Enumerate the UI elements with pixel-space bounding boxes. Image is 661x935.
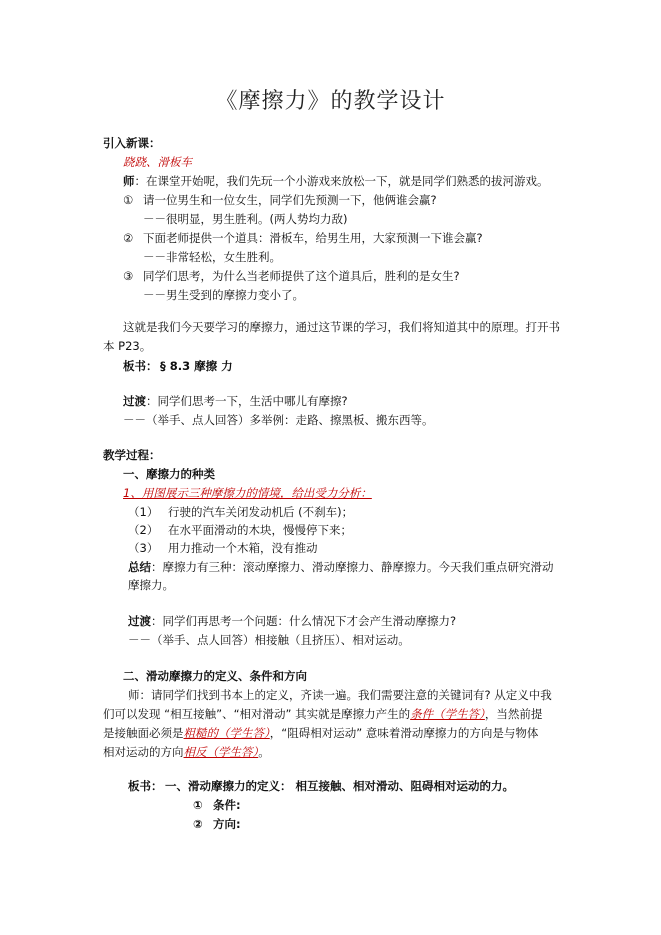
section1-item-3-num: （3） [128, 541, 159, 555]
section1-title: 一、摩擦力的种类 [123, 467, 215, 481]
intro-item-2-text: 下面老师提供一个道具：滑板车，给男生用，大家预测一下谁会赢? [143, 231, 483, 245]
section2-conditions-label: 条件: [213, 798, 241, 812]
section1-transition-text: ：同学们再思考一个问题：什么情况下才会产生滑动摩擦力? [151, 614, 457, 628]
section1-summary [128, 559, 554, 575]
intro-transition-text: ：同学们思考一下，生活中哪儿有摩擦? [146, 394, 348, 408]
game-name: 跷跷、滑板车 [123, 155, 192, 169]
section1-transition-label: 过渡 [128, 614, 151, 628]
section1-item-1-num: （1） [128, 505, 159, 519]
intro-item-3-answer: －－男生受到的摩擦力变小了。 [143, 288, 304, 302]
section2-p1: 师：请同学们找到书本上的定义，齐读一遍。我们需要注意的关键词有? 从定义中我 [128, 688, 552, 702]
intro-item-3-text: 同学们思考，为什么当老师提供了这个道具后，胜利的是女生? [143, 269, 460, 283]
section2-p2 [103, 706, 542, 722]
section2-p3a: 是接触面必须是 [103, 726, 184, 740]
intro-board-label: 板书： [123, 359, 158, 373]
section1-subtitle: 1、用图展示三种摩擦力的情境，给出受力分析： [123, 486, 372, 500]
teacher-text: ：在课堂开始呢，我们先玩一个小游戏来放松一下，就是同学们熟悉的拔河游戏。 [134, 174, 549, 188]
section1-transition [128, 613, 456, 629]
teacher-label: 师 [123, 174, 135, 188]
section2-p3b: ，“阻碍相对运动” 意味着滑动摩擦力的方向是与物体 [269, 726, 539, 740]
section2-board-label: 板书： [128, 779, 163, 793]
teacher-line [123, 173, 549, 189]
intro-board-text: § 8.3 摩擦 力 [160, 359, 233, 373]
section1-summary-line1: ：摩擦力有三种：滚动摩擦力、滑动摩擦力、静摩擦力。今天我们重点研究滑动 [151, 560, 554, 574]
section2-p2b: ，当然前提 [484, 707, 543, 721]
section2-answer-rough: 粗糙的（学生答） [183, 726, 270, 740]
section2-answer-conditions: 条件（学生答） [410, 707, 485, 721]
intro-transition [123, 393, 348, 409]
section2-direction-num: ② [193, 817, 203, 831]
section2-p2a: 们可以发现 “相互接触”、“相对滑动” 其实就是摩擦力产生的 [103, 707, 411, 721]
section1-summary-label: 总结 [128, 560, 151, 574]
intro-item-2-num: ② [123, 231, 134, 245]
process-heading: 教学过程： [103, 448, 161, 462]
intro-paragraph-line1: 这就是我们今天要学习的摩擦力，通过这节课的学习，我们将知道其中的原理。打开书 [123, 320, 560, 334]
section2-conditions-num: ① [193, 798, 203, 812]
page-title: 《摩擦力》的教学设计 [215, 89, 446, 114]
intro-item-2-answer: －－非常轻松，女生胜利。 [143, 250, 281, 264]
section1-item-1-text: 行驶的汽车关闭发动机后 (不刹车)； [168, 505, 354, 519]
intro-heading: 引入新课： [103, 136, 161, 150]
section1-item-2-text: 在水平面滑动的木块，慢慢停下来； [168, 523, 352, 537]
intro-item-1-answer: －－很明显，男生胜利。(两人势均力敌) [143, 212, 348, 226]
intro-transition-label: 过渡 [123, 394, 146, 408]
intro-item-1-text: 请一位男生和一位女生，同学们先预测一下，他俩谁会赢? [143, 193, 437, 207]
section1-item-2-num: （2） [128, 523, 159, 537]
intro-transition-answer: －－（举手、点人回答）多举例：走路、擦黑板、搬东西等。 [123, 413, 434, 427]
section2-board-text: 一、滑动摩擦力的定义： 相互接触、相对滑动、阻碍相对运动的力。 [165, 779, 514, 793]
section2-p3 [103, 725, 538, 741]
intro-item-3-num: ③ [123, 269, 134, 283]
intro-paragraph-line2: 本 P23。 [103, 339, 152, 353]
section2-p4b: 。 [258, 745, 270, 759]
section1-summary-line2: 摩擦力。 [128, 578, 174, 592]
section1-item-3-text: 用力推动一个木箱，没有推动 [168, 541, 318, 555]
section2-direction-label: 方向: [213, 817, 241, 831]
section2-answer-direction: 相反（学生答） [183, 745, 259, 759]
section2-p4a: 相对运动的方向 [103, 745, 184, 759]
intro-item-1-num: ① [123, 193, 134, 207]
section2-title: 二、滑动摩擦力的定义、条件和方向 [123, 669, 307, 683]
section1-transition-answer: －－（举手、点人回答）相接触（且挤压）、相对运动。 [128, 633, 410, 647]
section2-p4 [103, 744, 270, 760]
